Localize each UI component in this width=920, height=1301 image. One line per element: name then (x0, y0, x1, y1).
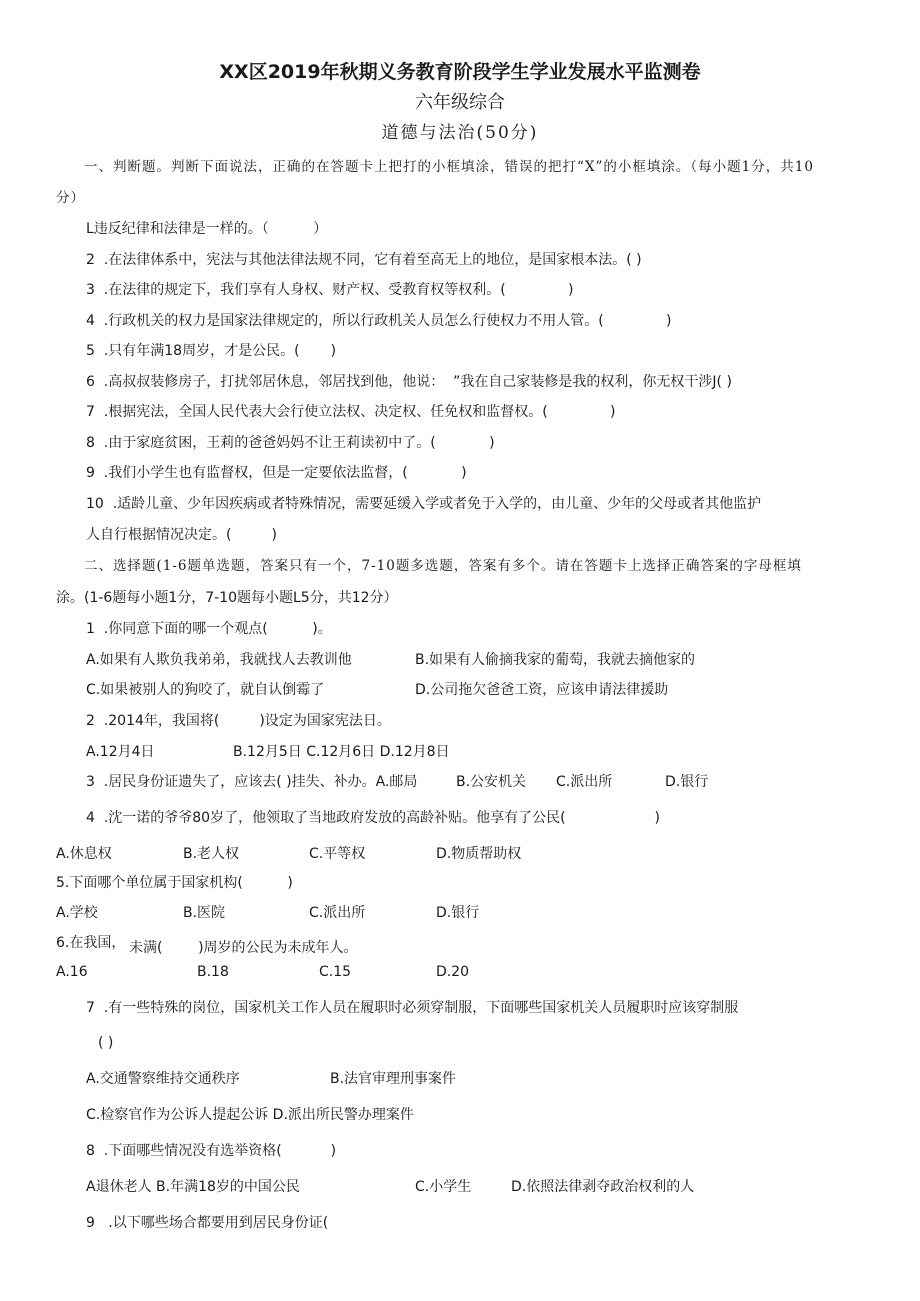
mc-q4-option-d: D.物质帮助权 (436, 846, 522, 862)
mc-q1-option-d: D.公司拖欠爸爸工资，应该申请法律援助 (415, 682, 669, 698)
mc-question-6-stem: 未满( )周岁的公民为未成年人。 (129, 940, 358, 956)
part2-instruction-line2: 涂。(1-6题每小题1分，7-10题每小题L5分，共12分） (56, 590, 398, 606)
mc-q5-option-c: C.派出所 (309, 905, 366, 921)
tf-question-5: 5 .只有年满18周岁，才是公民。( ) (86, 343, 337, 359)
tf-question-7: 7 .根据宪法，全国人民代表大会行使立法权、决定权、任免权和监督权。( ) (86, 404, 616, 420)
mc-q2-options-bcd: B.12月5日 C.12月6日 D.12月8日 (233, 744, 450, 760)
mc-q6-option-d: D.20 (436, 964, 470, 980)
mc-q7-option-a: A.交通警察维持交通秩序 (86, 1071, 240, 1087)
part1-instruction-line1: 一、判断题。判断下面说法，正确的在答题卡上把打的小框填涂，错误的把打“X”的小框填涂。（每小题1分，共10 (84, 159, 814, 175)
mc-q3-option-c: C.派出所 (556, 774, 613, 790)
mc-q5-option-d: D.银行 (436, 905, 480, 921)
mc-q1-option-c: C.如果被别人的狗咬了，就自认倒霉了 (86, 682, 325, 698)
part1-instruction-line2: 分） (56, 190, 85, 206)
mc-q7-options-cd: C.检察官作为公诉人提起公诉 D.派出所民警办理案件 (86, 1107, 414, 1123)
tf-question-4: 4 .行政机关的权力是国家法律规定的，所以行政机关人员怎么行使权力不用人管。( ) (86, 313, 672, 329)
mc-question-7-stem: 7 .有一些特殊的岗位，国家机关工作人员在履职时必须穿制服，下面哪些国家机关人员履职时应该穿制服 (86, 1000, 739, 1016)
mc-q5-option-b: B.医院 (183, 905, 226, 921)
mc-question-2-stem: 2 .2014年，我国将( )设定为国家宪法日。 (86, 713, 391, 729)
mc-q4-option-c: C.平等权 (309, 846, 366, 862)
tf-question-2: 2 .在法律体系中，宪法与其他法律法规不同，它有着至高无上的地位，是国家根本法。( ) (86, 252, 642, 268)
tf-question-6: 6 .高叔叔装修房子，打扰邻居休息，邻居找到他，他说： ”我在自己家装修是我的权利，你无权干涉J( ) (86, 374, 732, 390)
tf-question-1: L违反纪律和法律是一样的。（ ） (86, 221, 328, 237)
mc-q8-option-d: D.依照法律剥夺政治权利的人 (511, 1179, 695, 1195)
tf-question-9: 9 .我们小学生也有监督权，但是一定要依法监督，( ) (86, 465, 467, 481)
mc-q4-option-b: B.老人权 (183, 846, 240, 862)
subject-heading: 道德与法治(50分) (381, 123, 539, 143)
mc-q6-option-b: B.18 (197, 964, 229, 980)
mc-q5-option-a: A.学校 (56, 905, 98, 921)
mc-q7-answer-paren: ( ) (98, 1035, 114, 1051)
tf-question-3: 3 .在法律的规定下，我们享有人身权、财产权、受教育权等权利。( ) (86, 282, 574, 298)
tf-question-8: 8 .由于家庭贫困，王莉的爸爸妈妈不让王莉读初中了。( ) (86, 435, 495, 451)
part2-instruction-line1: 二、选择题(1-6题单选题，答案只有一个，7-10题多选题，答案有多个。请在答题卡上选择正确答案的字母框填 (84, 558, 802, 574)
mc-q1-option-a: A.如果有人欺负我弟弟，我就找人去教训他 (86, 652, 352, 668)
mc-q4-option-a: A.休息权 (56, 846, 112, 862)
mc-q2-option-a: A.12月4日 (86, 744, 155, 760)
mc-question-3-stem: 3 .居民身份证遗失了，应该去( )挂失、补办。A.邮局 (86, 774, 418, 790)
grade-subtitle: 六年级综合 (415, 92, 505, 113)
mc-q6-option-c: C.15 (319, 964, 352, 980)
mc-question-6-stem-prefix: 6.在我国， (56, 935, 126, 951)
tf-question-10-line2: 人自行根据情况决定。( ) (86, 527, 277, 543)
mc-question-5-stem: 5.下面哪个单位属于国家机构( ) (56, 875, 293, 891)
mc-q8-option-c: C.小学生 (415, 1179, 472, 1195)
mc-q1-option-b: B.如果有人偷摘我家的葡萄，我就去摘他家的 (415, 652, 696, 668)
mc-question-8-stem: 8 .下面哪些情况没有选举资格( ) (86, 1143, 337, 1159)
mc-q3-option-b: B.公安机关 (456, 774, 527, 790)
exam-title: XX区2019年秋期义务教育阶段学生学业发展水平监测卷 (219, 61, 701, 83)
mc-question-4-stem: 4 .沈一诺的爷爷80岁了，他领取了当地政府发放的高龄补贴。他享有了公民( ) (86, 810, 660, 826)
tf-question-10-line1: 10 .适龄儿童、少年因疾病或者特殊情况，需要延缓入学或者免于入学的，由儿童、少年的父母或者其他监护 (86, 496, 762, 512)
mc-q6-option-a: A.16 (56, 964, 88, 980)
mc-question-1-stem: 1 .你同意下面的哪一个观点( )。 (86, 621, 332, 637)
mc-question-9-stem: 9 .以下哪些场合都要用到居民身份证( (86, 1215, 329, 1231)
mc-q7-option-b: B.法官审理刑事案件 (330, 1071, 457, 1087)
mc-q3-option-d: D.银行 (665, 774, 709, 790)
mc-q8-options-ab: A退休老人 B.年满18岁的中国公民 (86, 1179, 300, 1195)
